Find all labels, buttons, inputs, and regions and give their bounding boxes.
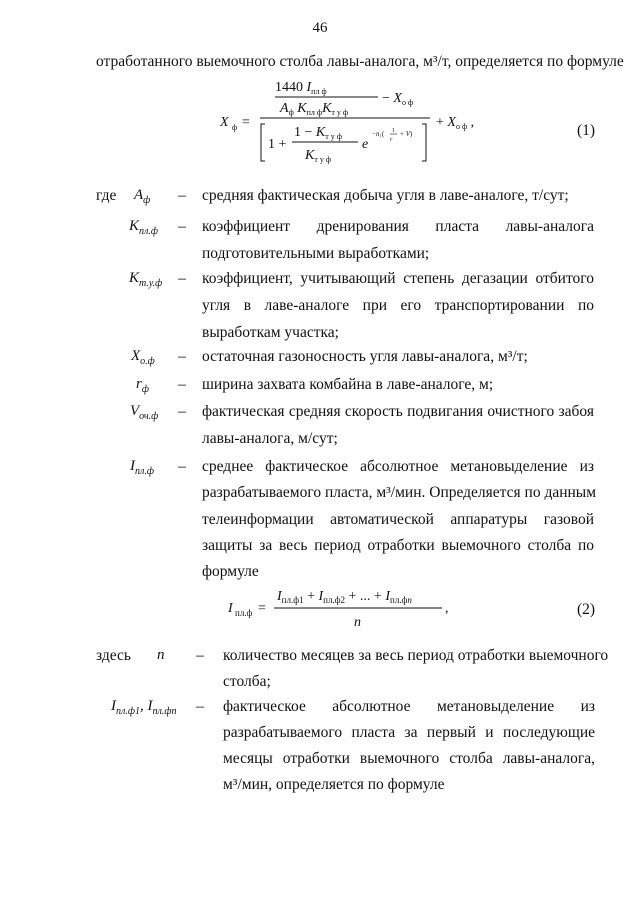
svg-text:ф: ф	[232, 123, 238, 132]
dash: –	[178, 348, 186, 365]
svg-text:X: X	[220, 115, 229, 130]
svg-text:+ Xо ф ,: + $X_{о ф}$ ,	[436, 115, 475, 131]
symbol-r-f: $r_ф$	[136, 376, 149, 395]
dash: –	[178, 270, 186, 287]
def-i-f1-line-4: м³/мин, определяется по формуле	[223, 776, 445, 793]
intro-text: отработанного выемочного столба лавы-аналога, м³/т, определяется по формуле	[96, 53, 624, 70]
def-v-och-f-line-1: фактическая средняя скорость подвигания очистного забоя	[202, 403, 594, 420]
dash: –	[178, 376, 186, 393]
svg-text:пл.ф: пл.ф	[235, 608, 253, 618]
svg-text:1 +: 1 +	[268, 137, 287, 152]
def-r-f-line-1: ширина захвата комбайна в лаве-аналоге, м;	[202, 376, 494, 393]
formula-2	[222, 582, 462, 632]
def-i-f1-line-2: разрабатываемого пласта за первый и последующие	[223, 724, 595, 741]
def-k-tuf-line-2: угля в лаве-аналоге при его транспортировании по	[202, 297, 594, 314]
svg-text:Aф Kпл фKт у ф: $A_ф$ $K_{пл ф}K_{т у ф}$	[280, 101, 349, 117]
def-k-tuf-line-3: выработкам участка;	[202, 324, 339, 341]
def-k-pl-f-line-2: подготовительными выработками;	[202, 245, 430, 262]
svg-text:n: n	[354, 615, 361, 630]
def-n-line-1: количество месяцев за весь период отработки выемочного	[223, 647, 609, 664]
svg-text:1: 1	[392, 128, 395, 134]
page-number: 46	[312, 20, 328, 36]
symbol-a-f: $A_ф$	[134, 187, 151, 206]
svg-text:Iпл.ф1 + Iпл.ф2 + ... + Iпл.фn: $I_{пл.ф1} + I_{пл.ф2}$ + ... + $I_{пл.ф}n$	[277, 589, 412, 605]
svg-text:=: =	[242, 115, 250, 130]
svg-text:1440 Iпл ф: 1440 $I_{пл ф}$	[275, 80, 327, 96]
dash: –	[178, 458, 186, 475]
formula-1	[210, 74, 510, 166]
symbol-i-pl-f1-fn: $I_{пл.ф1}$, $I_{пл.фn}$	[111, 698, 177, 717]
def-i-f1-line-1: фактическое абсолютное метановыделение из	[223, 698, 595, 715]
svg-text:Kт у ф: $K_{т у ф}$	[305, 148, 332, 164]
def-i-pl-f-line-2: разрабатываемого пласта, м³/мин. Определяется по данным	[202, 484, 597, 501]
def-k-pl-f-line-1: коэффициент дренирования пласта лавы-аналога	[202, 218, 594, 235]
svg-text:r: r	[390, 137, 393, 143]
svg-text:e: e	[362, 137, 369, 152]
formula-1-number: (1)	[577, 122, 596, 139]
svg-text:,: ,	[445, 601, 449, 616]
dash: –	[196, 698, 204, 715]
def-k-tuf-line-1: коэффициент, учитывающий степень дегазации отбитого	[202, 270, 594, 287]
symbol-v-och-f: $V_{оч.ф}$	[130, 403, 159, 422]
svg-text:+ V): + V)	[400, 130, 413, 138]
dash: –	[178, 403, 186, 420]
symbol-i-pl-f: $I_{пл.ф}$	[130, 458, 154, 477]
symbol-x-o-f: $X_{о.ф}$	[131, 348, 155, 367]
def-n-line-2: столба;	[223, 673, 271, 690]
symbol-n: n	[157, 647, 165, 663]
dash: –	[178, 218, 186, 235]
def-x-o-f-line-1: остаточная газоносность угля лавы-аналога, м³/т;	[202, 348, 528, 365]
def-i-pl-f-line-3: телеинформации автоматической аппаратуры газовой	[202, 511, 594, 528]
formula-2-number: (2)	[577, 601, 596, 618]
svg-text:− Xо ф: − $X_{о ф}$	[382, 91, 414, 107]
def-i-f1-line-3: месяцы отработки выемочного столба лавы-аналога,	[223, 750, 595, 767]
def-i-pl-f-line-4: защиты за весь период отработки выемочного столба по	[202, 537, 594, 554]
def-i-pl-f-line-5: формуле	[202, 563, 259, 580]
where-label: где	[96, 187, 117, 204]
svg-text:−n₁(: −n₁(	[372, 130, 385, 138]
symbol-k-pl-f: $K_{пл.ф}$	[129, 218, 158, 237]
symbol-k-tuf: $K_{т.у.ф}$	[129, 270, 163, 289]
def-i-pl-f-line-1: среднее фактическое абсолютное метановыделение из	[202, 458, 594, 475]
dash: –	[178, 187, 186, 204]
svg-text:=: =	[258, 601, 266, 616]
svg-text:I: I	[228, 601, 233, 616]
dash: –	[196, 647, 204, 664]
def-a-f-line-1: средняя фактическая добыча угля в лаве-аналоге, т/сут;	[202, 187, 569, 204]
svg-text:1 − Kт у ф: $1 - K_{т у ф}$	[294, 125, 342, 141]
def-v-och-f-line-2: лавы-аналога, м/сут;	[202, 430, 338, 447]
here-label: здесь	[96, 647, 131, 664]
